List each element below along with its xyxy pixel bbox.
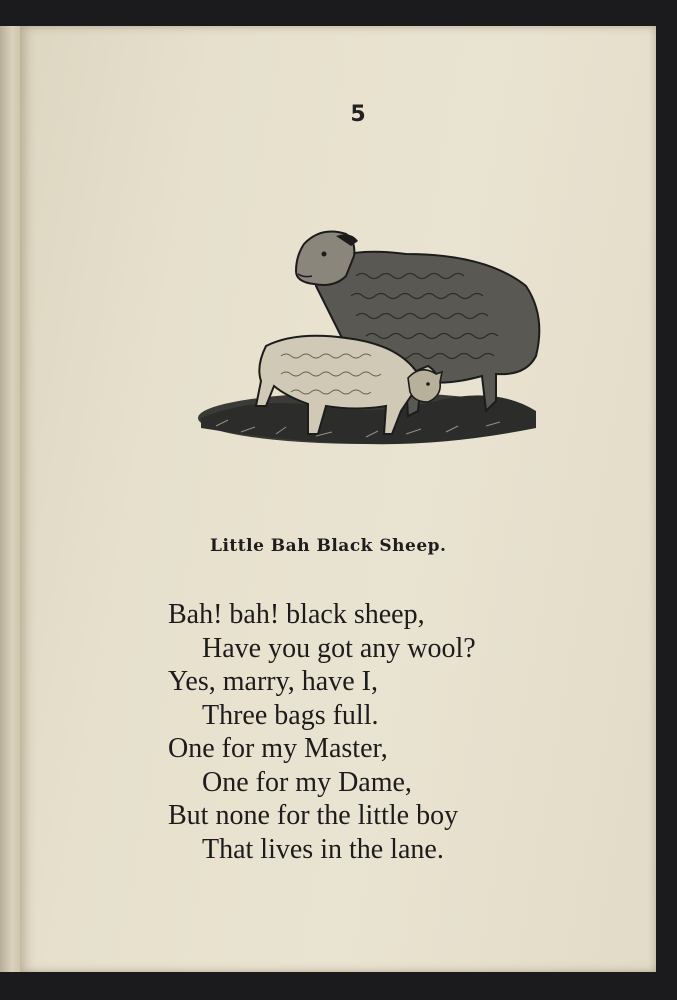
facing-page-edge [0,26,20,972]
verse-line: Yes, marry, have I, [168,666,378,697]
page-number [20,102,656,127]
sheep-and-lamb-woodcut-icon [196,196,541,451]
book-page [20,26,656,972]
nursery-rhyme-verse [168,598,476,866]
verse-line: But none for the little boy [168,800,459,831]
verse-line: Three bags full. [202,699,379,731]
verse-line: Bah! bah! black sheep, [168,599,425,630]
verse-line: One for my Master, [168,733,388,764]
illustration-caption: Little Bah Black Sheep. [210,536,447,556]
verse-line: One for my Dame, [202,766,412,798]
verse-line: Have you got any wool? [202,632,476,664]
page-number-text: 5 [350,102,366,127]
verse-line: That lives in the lane. [202,833,444,865]
